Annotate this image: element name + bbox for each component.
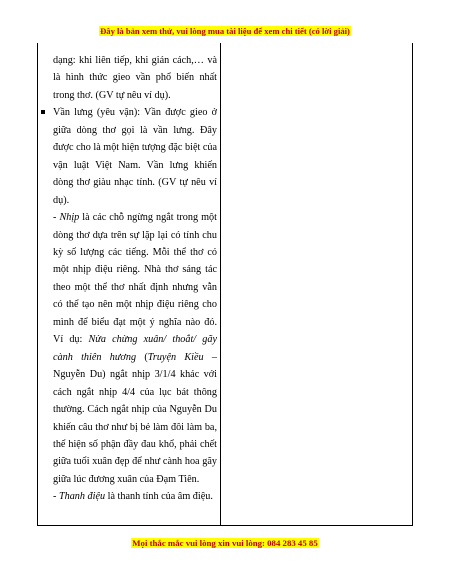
column-divider xyxy=(220,43,221,525)
van-lung-text: Vần lưng (yêu vận): Vần được gieo ở giữa dòng thơ gọi là vần lưng. Đây được cho là một hiện tượng đặc biệt của vận luật Việt Nam. Vần lưng khiến dòng thơ giàu nhạc tính. (GV tự nêu ví dụ). xyxy=(53,107,217,206)
example-source: Truyện Kiều xyxy=(147,351,204,363)
example-quote: Nửa chừng xuân/ thoắt/ gãy cành thiên hương xyxy=(53,334,217,363)
left-column-text xyxy=(53,52,217,506)
bullet-icon xyxy=(41,110,45,114)
contact-banner: Mọi thắc mắc vui lòng xin vui lòng: 084 283 45 85 xyxy=(132,538,318,548)
rhyme-paragraph: dạng: khi liên tiếp, khi gián cách,… và là hình thức gieo vần phổ biến nhất trong thơ. (GV tự nêu ví dụ). xyxy=(53,55,217,101)
bullet-item-van-lung xyxy=(53,104,217,209)
thanh-dieu-term: Thanh điệu xyxy=(58,491,106,503)
content-table xyxy=(37,43,413,526)
nhip-term: Nhịp xyxy=(59,212,80,224)
nhip-paragraph: - Nhịp là các chỗ ngừng ngắt trong một dòng thơ dựa trên sự lặp lại có tính chu kỳ số lượng các tiếng. Mỗi thể thơ có một nhịp điệu riêng. Nhà thơ sáng tác theo một thể thơ nhất định nhưng vẫn có thể tạo nên một nhịp điệu riêng cho mình để biểu đạt một ý nghĩa nào đó. Ví dụ: Nửa chừng xuân/ thoắt/ gãy cành thiên hương (Truyện Kiều – Nguyễn Du) ngắt nhịp 3/1/4 khác với cách ngắt nhịp 4/4 của lục bát thông thường. Cách ngắt nhịp của Nguyễn Du khiến câu thơ như bị bẻ làm đôi làm ba, thể hiện số phận đầy đau khổ, phải chết giữa tuổi xuân đẹp để như cành hoa gãy giữa lúc đương xuân của Đạm Tiên. xyxy=(53,212,218,485)
thanh-dieu-paragraph: - Thanh điệu là thanh tính của âm điệu. xyxy=(53,491,213,503)
preview-notice-banner: Đây là bản xem thử, vui lòng mua tài liệu để xem chi tiết (có lời giải) xyxy=(100,26,350,36)
